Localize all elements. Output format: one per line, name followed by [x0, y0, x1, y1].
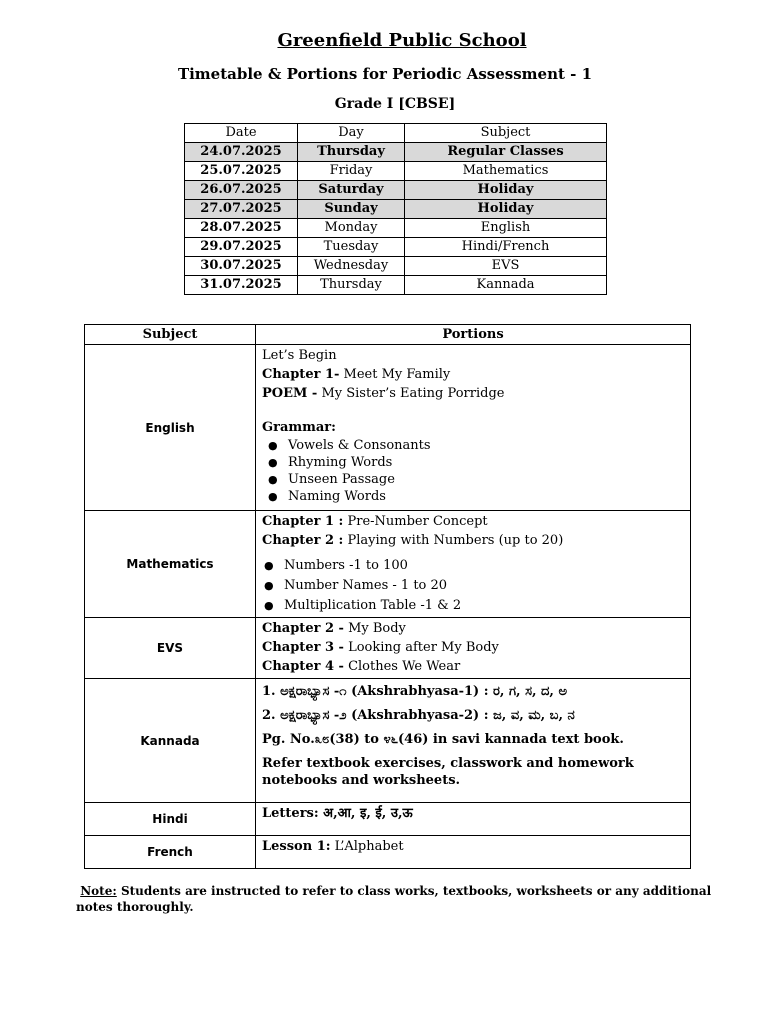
table-row	[185, 200, 607, 219]
maths-ch2-text: Playing with Numbers (up to 20)	[343, 533, 564, 548]
cell-date: 25.07.2025	[185, 162, 298, 181]
subject-kannada: Kannada	[85, 679, 256, 803]
cell-subject: English	[405, 219, 607, 238]
note-text: Students are instructed to refer to class works, textbooks, worksheets or any additional notes thoroughly.	[76, 884, 712, 914]
cell-day: Tuesday	[298, 238, 405, 257]
maths-list	[262, 556, 684, 616]
cell-date: 28.07.2025	[185, 219, 298, 238]
portion-row-evs	[85, 618, 691, 679]
list-item: ● Rhyming Words	[288, 454, 684, 471]
table-row	[185, 276, 607, 295]
cell-date: 30.07.2025	[185, 257, 298, 276]
cell-day: Monday	[298, 219, 405, 238]
cell-subject: Holiday	[405, 200, 607, 219]
french-lesson-text: L’Alphabet	[330, 839, 404, 854]
grade-label: Grade I [CBSE]	[334, 96, 456, 112]
list-item: ● Unseen Passage	[288, 471, 684, 488]
english-ch1-text: Meet My Family	[339, 367, 451, 382]
kannada-item-1: 1. ಅಕ್ಷರಾಭ್ಯಾಸ -೧ (Akshrabhyasa-1) : ರ, ಗ, ಸ, ದ, ಅ	[262, 684, 568, 699]
school-name: Greenfield Public School	[277, 30, 527, 51]
table-row	[185, 257, 607, 276]
evs-ch2-text: My Body	[343, 621, 406, 636]
hindi-letters: Letters: अ,आ, इ, ई, उ,ऊ	[262, 806, 413, 821]
cell-subject: Regular Classes	[405, 143, 607, 162]
col-portions: Portions	[256, 325, 691, 345]
portion-row-maths	[85, 511, 691, 618]
portions-header-row	[85, 325, 691, 345]
cell-subject: EVS	[405, 257, 607, 276]
maths-ch2-label: Chapter 2 :	[262, 533, 344, 548]
english-poem-text: My Sister’s Eating Porridge	[317, 386, 505, 401]
evs-ch4-label: Chapter 4 -	[262, 659, 344, 674]
english-grammar-label: Grammar:	[262, 420, 336, 435]
evs-ch4-text: Clothes We Wear	[343, 659, 461, 674]
cell-subject: Holiday	[405, 181, 607, 200]
cell-date: 24.07.2025	[185, 143, 298, 162]
kannada-refer: Refer textbook exercises, classwork and homework notebooks and worksheets.	[262, 756, 634, 788]
list-item: ● Multiplication Table -1 & 2	[284, 596, 684, 616]
subject-hindi: Hindi	[85, 803, 256, 836]
subject-evs: EVS	[85, 618, 256, 679]
col-subject: Subject	[405, 124, 607, 143]
portions-english	[256, 345, 691, 511]
portions-french	[256, 836, 691, 869]
cell-date: 31.07.2025	[185, 276, 298, 295]
portions-kannada	[256, 679, 691, 803]
col-day: Day	[298, 124, 405, 143]
cell-day: Thursday	[298, 143, 405, 162]
portions-hindi	[256, 803, 691, 836]
english-poem-label: POEM -	[262, 386, 318, 401]
english-grammar-list	[262, 437, 684, 505]
note-label: Note:	[80, 884, 117, 898]
subject-english: English	[85, 345, 256, 511]
cell-subject: Kannada	[405, 276, 607, 295]
cell-date: 29.07.2025	[185, 238, 298, 257]
table-row	[185, 238, 607, 257]
timetable-body	[185, 143, 607, 295]
table-row	[185, 219, 607, 238]
subject-french: French	[85, 836, 256, 869]
col-portion-subject: Subject	[85, 325, 256, 345]
cell-day: Wednesday	[298, 257, 405, 276]
cell-subject: Mathematics	[405, 162, 607, 181]
cell-date: 26.07.2025	[185, 181, 298, 200]
table-row	[185, 181, 607, 200]
portions-evs	[256, 618, 691, 679]
cell-day: Saturday	[298, 181, 405, 200]
cell-date: 27.07.2025	[185, 200, 298, 219]
list-item: ● Naming Words	[288, 488, 684, 505]
evs-ch3-text: Looking after My Body	[343, 640, 499, 655]
cell-day: Thursday	[298, 276, 405, 295]
maths-ch1-label: Chapter 1 :	[262, 514, 344, 529]
english-ch1-label: Chapter 1-	[262, 367, 340, 382]
portion-row-english	[85, 345, 691, 511]
table-row	[185, 162, 607, 181]
french-lesson-label: Lesson 1:	[262, 839, 331, 854]
list-item: ● Number Names - 1 to 20	[284, 576, 684, 596]
subject-maths: Mathematics	[85, 511, 256, 618]
portion-row-french	[85, 836, 691, 869]
portion-row-kannada	[85, 679, 691, 803]
list-item: ● Vowels & Consonants	[288, 437, 684, 454]
table-row	[185, 143, 607, 162]
cell-day: Sunday	[298, 200, 405, 219]
document-subtitle: Timetable & Portions for Periodic Assessment - 1	[177, 65, 593, 83]
evs-ch3-label: Chapter 3 -	[262, 640, 344, 655]
maths-ch1-text: Pre-Number Concept	[343, 514, 488, 529]
footer-note	[76, 883, 716, 915]
timetable-header-row	[185, 124, 607, 143]
cell-day: Friday	[298, 162, 405, 181]
portions-table	[84, 324, 691, 869]
col-date: Date	[185, 124, 298, 143]
evs-ch2-label: Chapter 2 -	[262, 621, 344, 636]
list-item: ● Numbers -1 to 100	[284, 556, 684, 576]
portion-row-hindi	[85, 803, 691, 836]
english-intro: Let’s Begin	[262, 348, 337, 363]
portions-maths	[256, 511, 691, 618]
timetable-table	[184, 123, 607, 295]
cell-subject: Hindi/French	[405, 238, 607, 257]
kannada-item-2: 2. ಅಕ್ಷರಾಭ್ಯಾಸ -೨ (Akshrabhyasa-2) : ಜ, ವ, ಮ, ಬ, ನ	[262, 708, 575, 723]
kannada-pages: Pg. No.೩೮(38) to ೪೬(46) in savi kannada text book.	[262, 732, 624, 747]
